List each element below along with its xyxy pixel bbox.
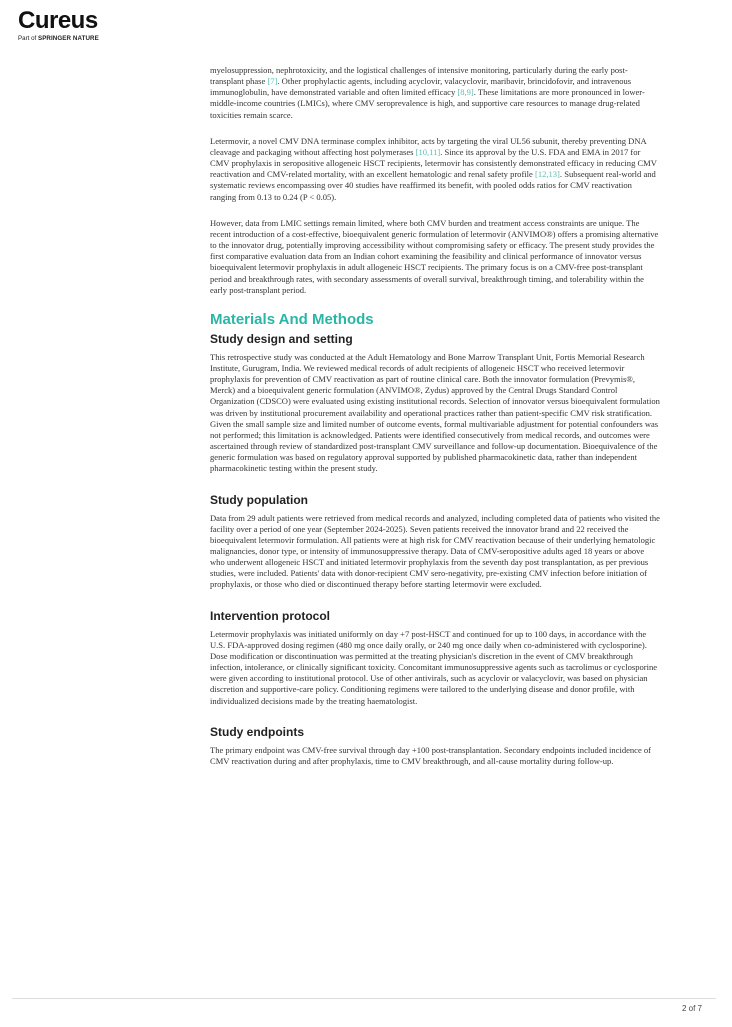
- subsection-heading: Study design and setting: [210, 331, 353, 346]
- citation-link[interactable]: [10,11]: [415, 146, 441, 157]
- paragraph: The primary endpoint was CMV-free survival through day +100 post-transplantation. Secondary endpoints included incidence of CMV reactivation during and after prophylaxis, time to CMV breakthrough, and all-cause mortality during follow-up.: [210, 744, 652, 766]
- citation-link[interactable]: [8,9]: [457, 87, 474, 98]
- intro-paragraph-3: However, data from LMIC settings remain limited, where both CMV burden and treatment access constraints are unique. The recent introduction of a cost-effective, bioequivalent generic formulation of letermovir (ANVIMO®) offers a promising alternative to the innovator drug, potentially improving accessibility without compromising safety or efficacy. The present study provides the first comparative evaluation data from an Indian cohort examining the feasibility and clinical performance of innovator versus bioequivalent letermovir prophylaxis in adult allogeneic HSCT recipients. The primary focus is on a CMV-free post-transplant period and breakthrough rates, with secondary assessments of overall survival, breakthrough timing, and tolerability within the early post-transplant period.: [210, 217, 659, 295]
- subsection-heading: Study endpoints: [210, 724, 304, 739]
- logo-subtitle-brand: SPRINGER NATURE: [37, 35, 99, 42]
- footer-divider: [12, 998, 716, 999]
- logo-subtitle: [18, 35, 99, 43]
- article-body: [210, 65, 660, 782]
- subsection-heading: Study population: [210, 492, 308, 507]
- logo-subtitle-prefix: Part of: [18, 35, 37, 42]
- citation-link[interactable]: [7]: [267, 76, 278, 87]
- intro-paragraph-1: myelosuppression, nephrotoxicity, and the logistical challenges of intensive monitoring, particularly during the early post-transplant phase [7]. Other prophylactic agents, including acyclovir, valacyclovir, maribavir, brincidofovir, and intravenous immunoglobulin, have demonstrated variable and often limited efficacy [8,9]. These limitations are more pronounced in lower-middle-income countries (LMICs), where CMV seroprevalence is high, and supportive care resources to manage drug-related toxicities remain scarce.: [210, 65, 645, 120]
- logo-wordmark: Cureus: [18, 7, 98, 34]
- section-title: Materials And Methods: [210, 310, 374, 328]
- cureus-logo[interactable]: [18, 8, 99, 43]
- citation-link[interactable]: [12,13]: [534, 169, 560, 180]
- paragraph: Data from 29 adult patients were retrieved from medical records and analyzed, including completed data of patients who visited the facility over a period of one year (September 2024-2025). Seven patients received the innovator brand and 22 received the bioequivalent letermovir formulation. All patients were at high risk for CMV reactivation because of their underlying hematologic malignancies, donor type, or intensity of immunosuppressive therapy. Data of CMV-seropositive adults aged 18 years or above who underwent allogeneic HSCT and initiated letermovir prophylaxis from the seventh day post transplantation, as per previous studies, were included. Patients' data with donor-recipient CMV sero-negativity, pre-existing CMV infection before initiation of prophylaxis, or those who died or discontinued therapy before starting letermovir were excluded.: [210, 512, 660, 590]
- paragraph: This retrospective study was conducted at the Adult Hematology and Bone Marrow Transplant Unit, Fortis Memorial Research Institute, Gurugram, India. We reviewed medical records of adult recipients of allogeneic HSCT who received letermovir prophylaxis for prevention of CMV reactivation as part of routine clinical care. Both the innovator formulation (Prevymis®, Merck) and a bioequivalent generic formulation (ANVIMO®, Zydus) approved by the Central Drugs Standard Control Organization (CDSCO) were evaluated using existing institutional records. Selection of innovator versus bioequivalent formulation was driven by institutional procurement availability and operational practices rather than patient-specific CMV risk stratification. Given the small sample size and limited number of outcome events, formal multivariable adjustment for potential confounders was not performed; this limitation is acknowledged. Patients were identified consecutively from medical records, and outcomes were ascertained through review of standardized post-transplant CMV surveillance and follow-up documentation. Bioequivalence of the generic formulation was based on regulatory approval supported by published pharmacokinetic data, rather than independent pharmacokinetic testing within the present study.: [210, 351, 660, 474]
- subsection-heading: Intervention protocol: [210, 608, 330, 623]
- intro-paragraph-2: Letermovir, a novel CMV DNA terminase complex inhibitor, acts by targeting the viral UL56 subunit, thereby preventing DNA cleavage and packaging without affecting host polymerases [10,11]. Since its approval by the U.S. FDA and EMA in 2017 for CMV prophylaxis in seropositive allogeneic HSCT recipients, letermovir has consistently demonstrated efficacy in reducing CMV reactivation and CMV-related mortality, with an excellent hematologic and renal safety profile [12,13]. Subsequent real-world and systematic reviews encompassing over 40 studies have reaffirmed its benefit, with pooled odds ratios for CMV reactivation ranging from 0.13 to 0.24 (P < 0.05).: [210, 135, 657, 202]
- paragraph: Letermovir prophylaxis was initiated uniformly on day +7 post-HSCT and continued for up to 100 days, in accordance with the U.S. FDA-approved dosing regimen (480 mg once daily orally, or 240 mg once daily when co-administered with cyclosporine). Dose modification or discontinuation was permitted at the treating physician's discretion in the event of CMV breakthrough infection, intolerance, or clinically significant toxicity. Concomitant immunosuppressive agents such as tacrolimus or cyclosporine were given according to institutional protocol. Use of other antivirals, such as acyclovir or valacyclovir, was based on physician discretion and supportive-care policy. Conditioning regimens were tailored to the underlying disease and donor profile, with individualized decisions made by the treating haematologist.: [210, 628, 658, 706]
- page-number: 2 of 7: [681, 1004, 702, 1013]
